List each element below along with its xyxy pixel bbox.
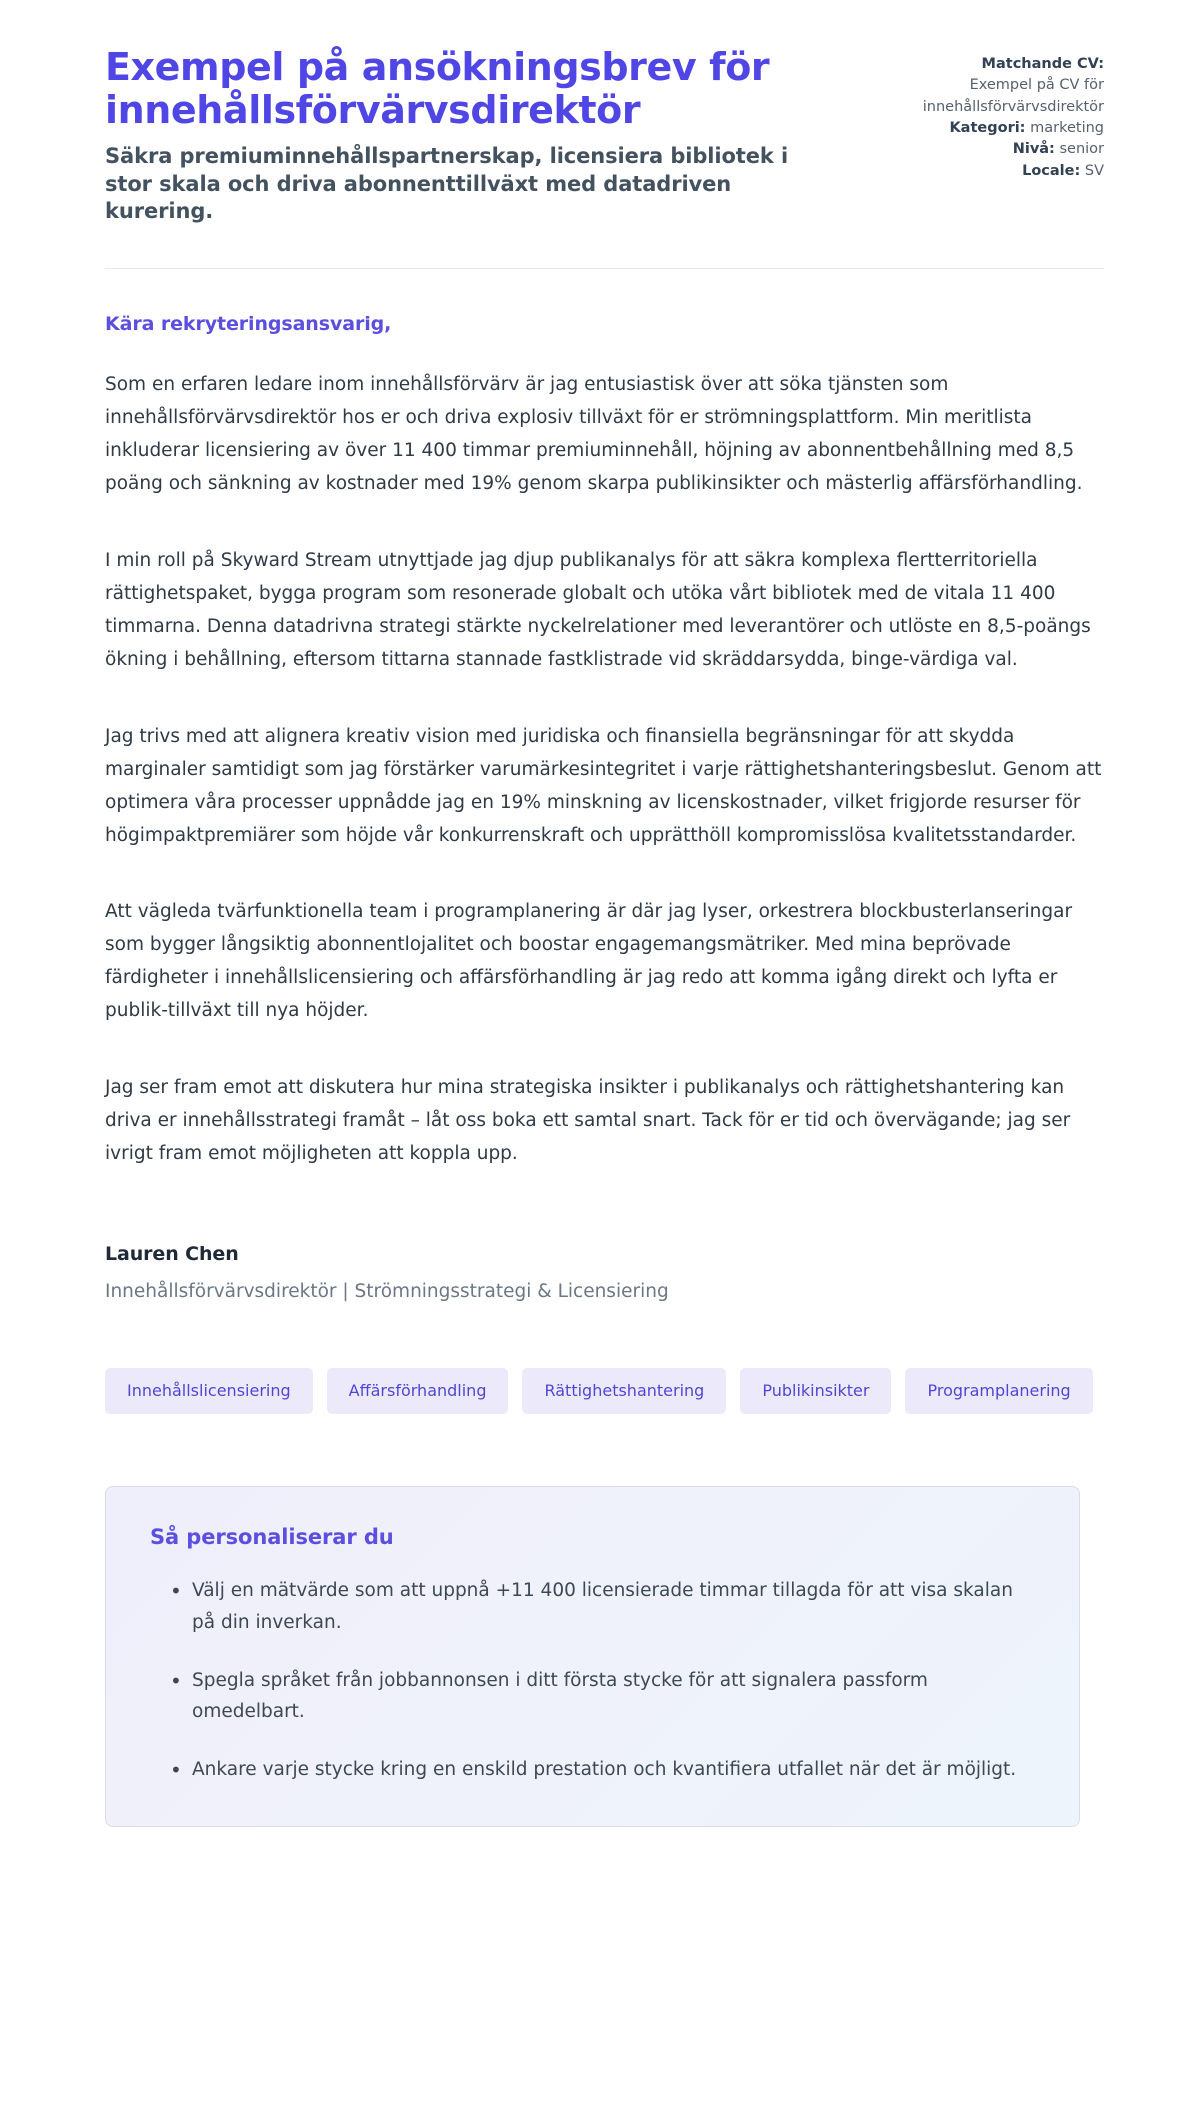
signature-role: Innehållsförvärvsdirektör | Strömningsstrategi & Licensiering bbox=[105, 1280, 669, 1302]
personalisation-callout bbox=[105, 1486, 1080, 1827]
callout-list-item: • Spegla språket från jobbannonsen i ditt första stycke för att signalera passform omedelbart. bbox=[176, 1665, 1035, 1729]
meta-matching-cv-value: Exempel på CV för innehållsförvärvsdirektör bbox=[922, 77, 1104, 115]
meta-matching-cv-value-row bbox=[874, 75, 1104, 118]
meta-level-label: Nivå: bbox=[1012, 141, 1055, 158]
letter-paragraph: Jag trivs med att alignera kreativ vision med juridiska och finansiella begränsningar för att skydda marginaler samtidigt som jag förstärker varumärkesintegritet i varje rättighetshanteringsbeslut. Genom att optimera våra processer uppnådde jag en 19% minskning av licenskostnader, vilket frigjorde resurser för högimpaktpremiärer som höjde vår konkurrenskraft och upprätthöll kompromisslösa kvalitetsstandarder. bbox=[105, 725, 1102, 846]
meta-matching-cv bbox=[874, 54, 1104, 75]
tag-chip[interactable]: Publikinsikter bbox=[740, 1368, 891, 1414]
callout-list-item: • Ankare varje stycke kring en enskild prestation och kvantifiera utfallet när det är möjligt. bbox=[176, 1754, 1035, 1786]
callout-list-item: • Välj en mätvärde som att uppnå +11 400 licensierade timmar tillagda för att visa skalan på din inverkan. bbox=[176, 1575, 1035, 1639]
document-metadata bbox=[874, 46, 1104, 182]
tag-chip[interactable]: Affärsförhandling bbox=[327, 1368, 509, 1414]
header-text-block bbox=[105, 46, 817, 226]
tag-chip[interactable]: Programplanering bbox=[905, 1368, 1092, 1414]
letter-paragraph: Jag ser fram emot att diskutera hur mina strategiska insikter i publikanalys och rättighetshantering kan driva er innehållsstrategi framåt – låt oss boka ett samtal snart. Tack för er tid och övervägande; jag ser ivrigt fram emot möjligheten att koppla upp. bbox=[105, 1077, 1071, 1164]
meta-level-value: senior bbox=[1059, 141, 1104, 158]
salutation: Kära rekryteringsansvarig, bbox=[105, 313, 392, 336]
page-header bbox=[105, 46, 1104, 226]
letter-body bbox=[105, 269, 1104, 1302]
meta-category bbox=[874, 118, 1104, 139]
meta-locale-value: SV bbox=[1084, 162, 1104, 179]
meta-category-value: marketing bbox=[1030, 119, 1104, 136]
meta-locale-label: Locale: bbox=[1022, 162, 1081, 179]
callout-list bbox=[150, 1575, 1035, 1786]
tag-chip[interactable]: Innehållslicensiering bbox=[105, 1368, 313, 1414]
letter-paragraph: Som en erfaren ledare inom innehållsförvärv är jag entusiastisk över att söka tjänsten som innehållsförvärvsdirektör hos er och driva explosiv tillväxt för er strömningsplattform. Min meritlista inkluderar licensiering av över 11 400 timmar premiuminnehåll, höjning av abonnentbehållning med 8,5 poäng och sänkning av kostnader med 19% genom skarpa publikinsikter och mästerlig affärsförhandling. bbox=[105, 374, 1083, 495]
page-subtitle: Säkra premiuminnehållspartnerskap, licensiera bibliotek i stor skala och driva abonnenttillväxt med datadriven kurering. bbox=[105, 143, 789, 224]
signature-name: Lauren Chen bbox=[105, 1242, 239, 1265]
signature-block bbox=[105, 1243, 1104, 1302]
page-title: Exempel på ansökningsbrev för innehållsförvärvsdirektör bbox=[105, 45, 770, 133]
meta-category-label: Kategori: bbox=[949, 119, 1026, 136]
meta-matching-cv-label: Matchande CV: bbox=[981, 56, 1104, 72]
tag-list bbox=[105, 1368, 1104, 1414]
meta-locale bbox=[874, 161, 1104, 182]
callout-title: Så personaliserar du bbox=[150, 1524, 394, 1549]
tag-chip[interactable]: Rättighetshantering bbox=[522, 1368, 726, 1414]
meta-level bbox=[874, 139, 1104, 160]
letter-paragraph: I min roll på Skyward Stream utnyttjade jag djup publikanalys för att säkra komplexa flertterritoriella rättighetspaket, bygga program som resonerade globalt och utöka vårt bibliotek med de vitala 11 400 timmarna. Denna datadrivna strategi stärkte nyckelrelationer med leverantörer och utlöste en 8,5-poängs ökning i behållning, eftersom tittarna stannade fastklistrade vid skräddarsydda, binge-värdiga val. bbox=[105, 550, 1091, 670]
letter-paragraph: Att vägleda tvärfunktionella team i programplanering är där jag lyser, orkestrera blockbusterlanseringar som bygger långsiktig abonnentlojalitet och boostar engagemangsmätriker. Med mina beprövade färdigheter i innehållslicensiering och affärsförhandling är jag redo att komma igång direkt och lyfta er publik-tillväxt till nya höjder. bbox=[105, 901, 1073, 1022]
